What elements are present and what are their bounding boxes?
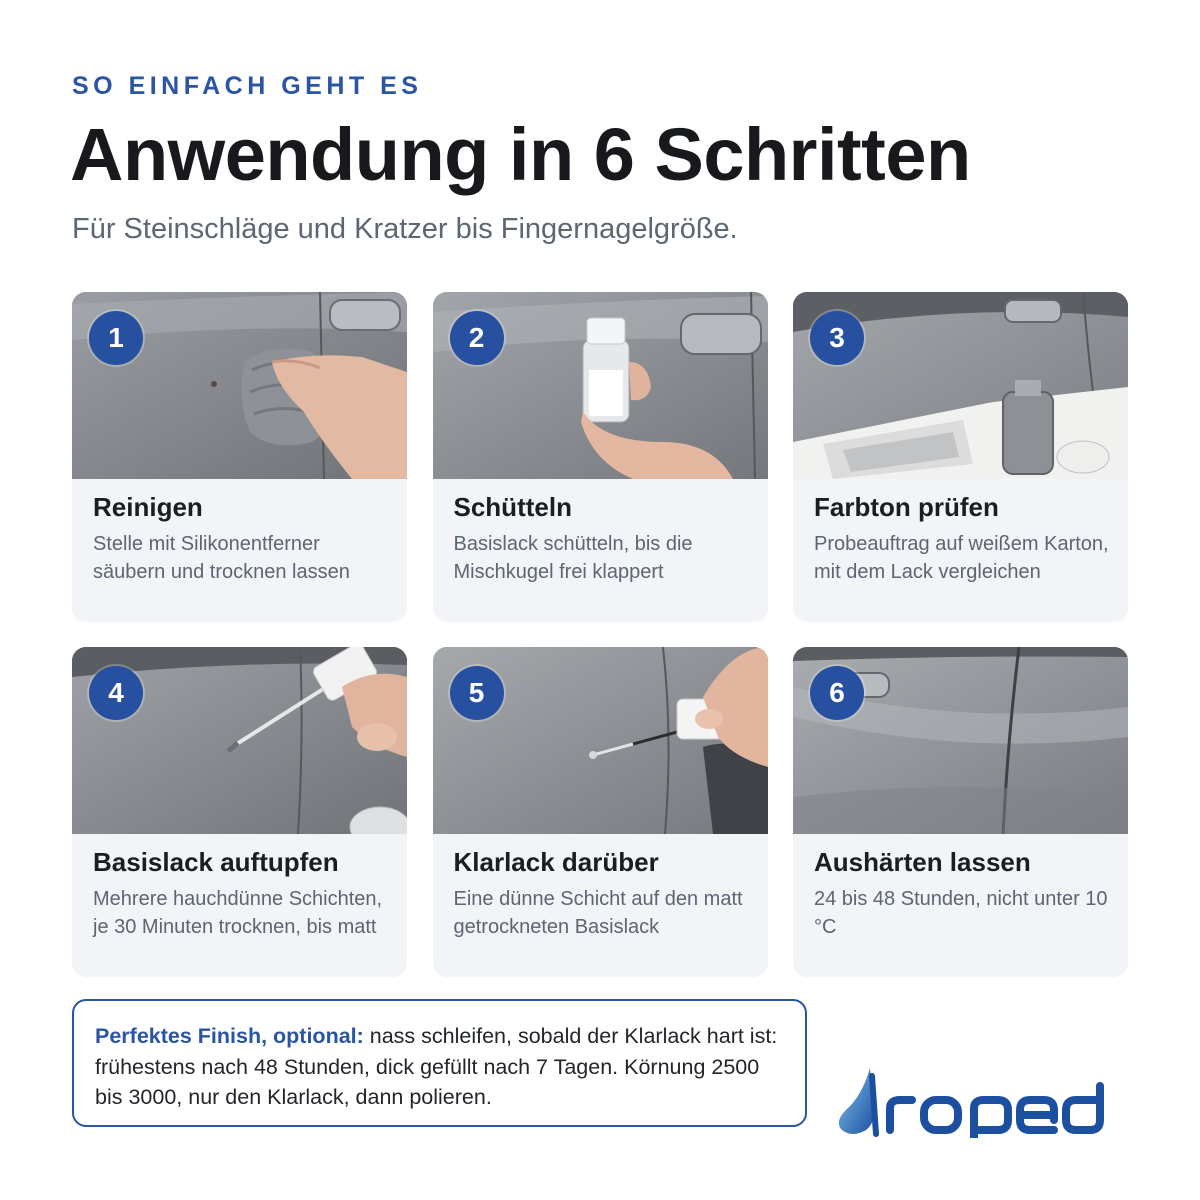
step-description: Eine dünne Schicht auf den matt getrockneten Basislack — [453, 888, 743, 938]
step-number-badge: 2 — [450, 311, 504, 365]
step-description: Probeauftrag auf weißem Karton, mit dem Lack vergleichen — [814, 533, 1109, 583]
step-number-badge: 6 — [810, 666, 864, 720]
step-number-badge: 4 — [89, 666, 143, 720]
step-card-5 — [433, 647, 768, 977]
step-card-3 — [793, 292, 1128, 622]
step-photo-color-test — [793, 292, 1128, 479]
step-photo-clear-coat — [433, 647, 768, 834]
step-description: Basislack schütteln, bis die Mischkugel frei klappert — [453, 533, 693, 583]
page-title: Anwendung in 6 Schritten — [70, 113, 971, 196]
step-description: 24 bis 48 Stunden, nicht unter 10 °C — [814, 888, 1108, 938]
step-description: Stelle mit Silikonentferner säubern und trocknen lassen — [93, 533, 350, 583]
step-card-6 — [793, 647, 1128, 977]
step-title: Aushärten lassen — [814, 847, 1031, 877]
step-card-4 — [72, 647, 407, 977]
page-subtitle: Für Steinschläge und Kratzer bis Fingernagelgröße. — [72, 213, 738, 245]
finish-note-lead: Perfektes Finish, optional: — [95, 1024, 364, 1048]
step-title: Farbton prüfen — [814, 492, 999, 522]
finish-note-text: nass schleifen, sobald der Klarlack hart ist: frühestens nach 48 Stunden, dick gefüllt nach 7 Tagen. Körnung 2500 bis 3000, nur den Klarlack, dann polieren. — [95, 1024, 778, 1109]
step-photo-shaking — [433, 292, 768, 479]
step-number-badge: 1 — [89, 311, 143, 365]
step-number-badge: 5 — [450, 666, 504, 720]
step-card-1 — [72, 292, 407, 622]
step-photo-curing — [793, 647, 1128, 834]
eyebrow-label: SO EINFACH GEHT ES — [72, 72, 423, 100]
step-number-badge: 3 — [810, 311, 864, 365]
step-description: Mehrere hauchdünne Schichten, je 30 Minuten trocknen, bis matt — [93, 888, 383, 938]
step-photo-cleaning — [72, 292, 407, 479]
step-title: Basislack auftupfen — [93, 847, 339, 877]
step-title: Schütteln — [453, 492, 572, 522]
step-card-2 — [433, 292, 768, 622]
brand-logo — [832, 1066, 1132, 1138]
step-title: Klarlack darüber — [453, 847, 659, 877]
step-photo-base-coat — [72, 647, 407, 834]
step-title: Reinigen — [93, 492, 203, 522]
finish-note-box — [72, 999, 807, 1127]
steps-grid — [72, 292, 1128, 977]
